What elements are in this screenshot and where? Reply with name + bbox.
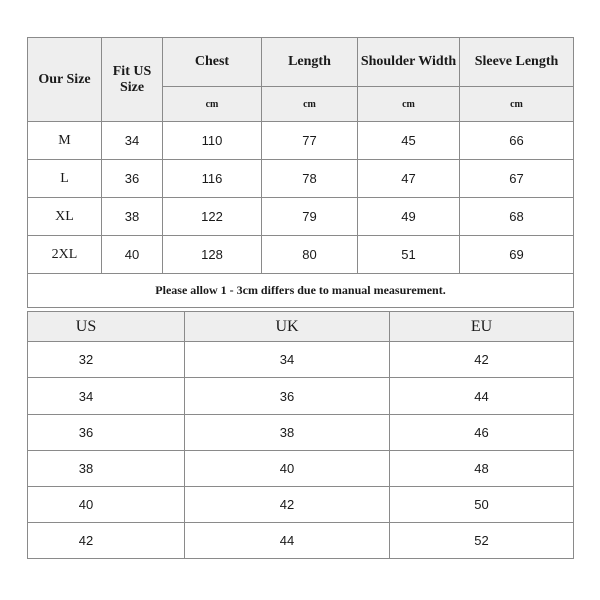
cell-uk: 42 (185, 487, 390, 523)
cell-chest: 110 (163, 122, 262, 160)
unit-length: cm (262, 87, 358, 122)
header-shoulder-width: Shoulder Width (358, 38, 460, 87)
cell-chest: 116 (163, 160, 262, 198)
cell-fit-us: 40 (102, 236, 163, 274)
header-fit-us-size: Fit US Size (102, 38, 163, 122)
header-our-size: Our Size (28, 38, 102, 122)
cell-chest: 122 (163, 198, 262, 236)
table-row (28, 415, 574, 451)
cell-us: 40 (28, 487, 185, 523)
header-us: US (28, 312, 185, 342)
cell-fit-us: 36 (102, 160, 163, 198)
cell-uk: 44 (185, 523, 390, 559)
cell-us: 38 (28, 451, 185, 487)
cell-fit-us: 38 (102, 198, 163, 236)
cell-chest: 128 (163, 236, 262, 274)
cell-length: 78 (262, 160, 358, 198)
cell-sleeve: 69 (460, 236, 574, 274)
table-row (28, 342, 574, 378)
measurement-note: Please allow 1 - 3cm differs due to manual measurement. (28, 274, 574, 308)
cell-shoulder: 47 (358, 160, 460, 198)
size-chart-table (27, 37, 574, 308)
cell-length: 77 (262, 122, 358, 160)
cell-us: 42 (28, 523, 185, 559)
cell-shoulder: 51 (358, 236, 460, 274)
cell-length: 79 (262, 198, 358, 236)
cell-size: M (28, 122, 102, 160)
cell-shoulder: 49 (358, 198, 460, 236)
header-sleeve-length: Sleeve Length (460, 38, 574, 87)
cell-uk: 38 (185, 415, 390, 451)
table-row (28, 523, 574, 559)
cell-us: 32 (28, 342, 185, 378)
header-chest: Chest (163, 38, 262, 87)
cell-shoulder: 45 (358, 122, 460, 160)
cell-uk: 36 (185, 378, 390, 415)
cell-eu: 50 (390, 487, 574, 523)
size-conversion-table (27, 311, 574, 559)
table-row (28, 160, 574, 198)
cell-eu: 42 (390, 342, 574, 378)
table-row (28, 122, 574, 160)
header-uk: UK (185, 312, 390, 342)
unit-shoulder-width: cm (358, 87, 460, 122)
table-row (28, 378, 574, 415)
cell-eu: 48 (390, 451, 574, 487)
cell-size: 2XL (28, 236, 102, 274)
cell-us: 34 (28, 378, 185, 415)
cell-uk: 34 (185, 342, 390, 378)
cell-uk: 40 (185, 451, 390, 487)
table-row (28, 236, 574, 274)
cell-sleeve: 67 (460, 160, 574, 198)
header-eu: EU (390, 312, 574, 342)
header-length: Length (262, 38, 358, 87)
unit-chest: cm (163, 87, 262, 122)
cell-eu: 46 (390, 415, 574, 451)
cell-size: XL (28, 198, 102, 236)
cell-sleeve: 68 (460, 198, 574, 236)
cell-length: 80 (262, 236, 358, 274)
cell-sleeve: 66 (460, 122, 574, 160)
cell-fit-us: 34 (102, 122, 163, 160)
table-row (28, 198, 574, 236)
table-row (28, 451, 574, 487)
unit-sleeve-length: cm (460, 87, 574, 122)
cell-eu: 52 (390, 523, 574, 559)
table-row (28, 487, 574, 523)
cell-size: L (28, 160, 102, 198)
cell-eu: 44 (390, 378, 574, 415)
cell-us: 36 (28, 415, 185, 451)
